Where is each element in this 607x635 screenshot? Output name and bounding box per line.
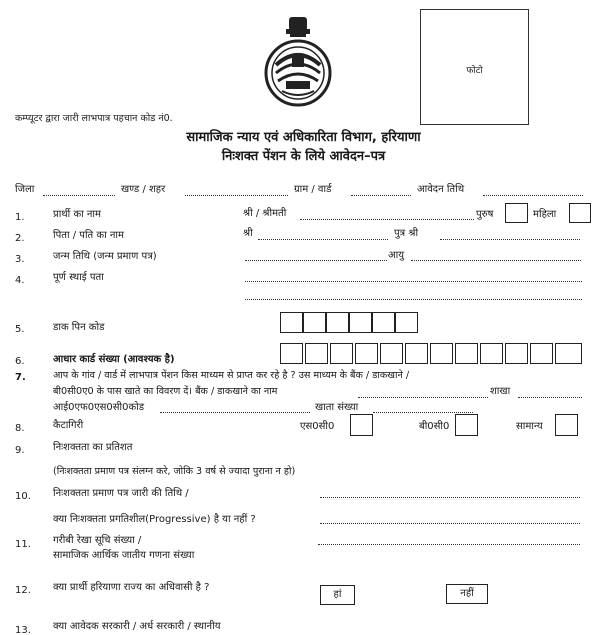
domicile-label: क्या प्रार्थी हरियाणा राज्य का अधिवासी है ? (53, 582, 210, 593)
village-field[interactable] (351, 195, 411, 196)
domicile-yes-box[interactable]: हां (320, 585, 355, 605)
sc-checkbox[interactable] (350, 414, 373, 436)
disability-percent-label: निःशक्तता का प्रतिशत (53, 442, 133, 453)
item-number-7: 7. (15, 372, 26, 383)
block-label: खण्ड / शहर (121, 184, 166, 195)
item-number-5: 5. (15, 324, 25, 335)
secc-number-label: सामाजिक आर्थिक जातीय गणना संख्या (53, 550, 195, 561)
bpl-number-label: गरीबी रेखा सूचि संख्या / (53, 535, 142, 546)
aadhaar-digit-box[interactable] (480, 343, 503, 364)
block-field[interactable] (185, 195, 288, 196)
pincode-label: डाक पिन कोड (53, 322, 105, 333)
pincode-digit-box[interactable] (395, 312, 418, 333)
certificate-date-label: निःशक्तता प्रमाण पत्र जारी की तिथि / (53, 488, 189, 499)
male-label: पुरुष (476, 209, 494, 220)
district-label: जिला (15, 184, 35, 195)
aadhaar-digit-box[interactable] (530, 343, 553, 364)
bc-checkbox[interactable] (455, 414, 478, 436)
item-number-9: 9. (15, 445, 25, 456)
aadhaar-digit-box[interactable] (505, 343, 528, 364)
aadhaar-digit-box[interactable] (405, 343, 428, 364)
item-number-8: 8. (15, 423, 25, 434)
aadhaar-digit-box[interactable] (355, 343, 378, 364)
female-checkbox[interactable] (569, 203, 591, 223)
ifsc-label: आई0एफ0एस0सी0कोड (53, 402, 145, 413)
aadhaar-label: आधार कार्ड संख्या (आवश्यक है) (53, 354, 175, 365)
father-name-field[interactable] (258, 239, 388, 240)
pincode-digit-box[interactable] (280, 312, 303, 333)
date-field[interactable] (483, 195, 583, 196)
category-label: कैटागिरी (53, 420, 84, 431)
bc-label: बी0सी0 (419, 421, 450, 432)
ifsc-field[interactable] (160, 412, 310, 413)
photo-label: फोटो (466, 66, 483, 76)
general-label: सामान्य (516, 421, 543, 432)
pincode-digit-box[interactable] (326, 312, 349, 333)
aadhaar-digit-box[interactable] (280, 343, 303, 364)
dob-label: जन्म तिथि (जन्म प्रमाण पत्र) (53, 251, 157, 262)
date-label: आवेदन तिथि (417, 184, 465, 195)
form-title: निःशक्त पेंशन के लिये आवेदन–पत्र (221, 149, 386, 164)
aadhaar-digit-box[interactable] (380, 343, 403, 364)
photo-box[interactable] (420, 9, 529, 125)
progressive-label: क्या निःशक्तता प्रगतिशील(Progressive) है या नहीं ? (53, 514, 256, 525)
govt-employee-label: क्या आवेदक सरकारी / अर्ध सरकारी / स्थानीय (53, 621, 221, 632)
father-name-label: पिता / पति का नाम (53, 230, 125, 241)
applicant-prefix: श्री / श्रीमती (243, 208, 287, 219)
aadhaar-digit-box[interactable] (305, 343, 328, 364)
dob-field[interactable] (245, 260, 387, 261)
aadhaar-digit-box[interactable] (555, 343, 582, 364)
aadhaar-digit-box[interactable] (330, 343, 353, 364)
item-number-11: 11. (15, 539, 31, 550)
pincode-boxes[interactable] (280, 312, 420, 333)
item-number-10: 10. (15, 491, 31, 502)
certificate-date-field[interactable] (320, 497, 580, 498)
aadhaar-boxes[interactable] (280, 343, 584, 364)
village-label: ग्राम / वार्ड (294, 184, 332, 195)
item-number-12: 12. (15, 585, 31, 596)
age-label: आयु (388, 250, 405, 261)
father-prefix: श्री (243, 228, 253, 239)
item-number-2: 2. (15, 233, 25, 244)
item-number-4: 4. (15, 275, 25, 286)
address-field-line1[interactable] (245, 281, 582, 282)
domicile-no-box[interactable]: नहीं (446, 584, 488, 604)
sc-label: एस0सी0 (300, 421, 335, 432)
aadhaar-digit-box[interactable] (455, 343, 478, 364)
pincode-digit-box[interactable] (372, 312, 395, 333)
branch-field[interactable] (518, 397, 582, 398)
pincode-digit-box[interactable] (349, 312, 372, 333)
bank-name-field[interactable] (358, 397, 488, 398)
female-label: महिला (533, 209, 557, 220)
address-field-line2[interactable] (245, 299, 582, 300)
item-number-1: 1. (15, 212, 25, 223)
male-checkbox[interactable] (505, 203, 528, 223)
bank-question-line1: आप के गांव / वार्ड में लाभपात्र पेंशन किस माध्यम से प्राप्त कर रहे है ? उस माध्यम के बैंक / डाकखाने / (53, 370, 410, 381)
progressive-field[interactable] (320, 523, 580, 524)
item-number-13: 13. (15, 625, 31, 635)
bank-question-line2: बी0सी0ए0 के पास खाते का विवरण दें। बैंक / डाकखाने का नाम (53, 386, 278, 397)
aadhaar-digit-box[interactable] (430, 343, 453, 364)
bpl-number-field[interactable] (318, 544, 580, 545)
item-number-3: 3. (15, 254, 25, 265)
son-of-field[interactable] (440, 239, 580, 240)
age-field[interactable] (411, 260, 581, 261)
general-checkbox[interactable] (555, 414, 578, 436)
district-field[interactable] (43, 195, 115, 196)
applicant-name-label: प्रार्थी का नाम (53, 209, 102, 220)
address-label: पूर्ण स्थाई पता (53, 272, 104, 283)
account-field[interactable] (373, 412, 473, 413)
applicant-name-field[interactable] (300, 219, 474, 220)
computer-code-label: कम्प्यूटर द्वारा जारी लाभपात्र पहचान कोड नं0. (15, 113, 173, 124)
disability-note: (निःशक्तता प्रमाण पत्र संलग्न करे, जोकि 3 वर्ष से ज्यादा पुराना न हो) (53, 466, 296, 477)
department-title: सामाजिक न्याय एवं अधिकारिता विभाग, हरियाणा (186, 130, 421, 145)
account-label: खाता संख्या (315, 402, 359, 413)
pincode-digit-box[interactable] (303, 312, 326, 333)
branch-label: शाखा (490, 386, 511, 397)
son-of-label: पुत्र श्री (394, 228, 419, 239)
haryana-emblem-icon (262, 15, 334, 115)
item-number-6: 6. (15, 356, 25, 367)
